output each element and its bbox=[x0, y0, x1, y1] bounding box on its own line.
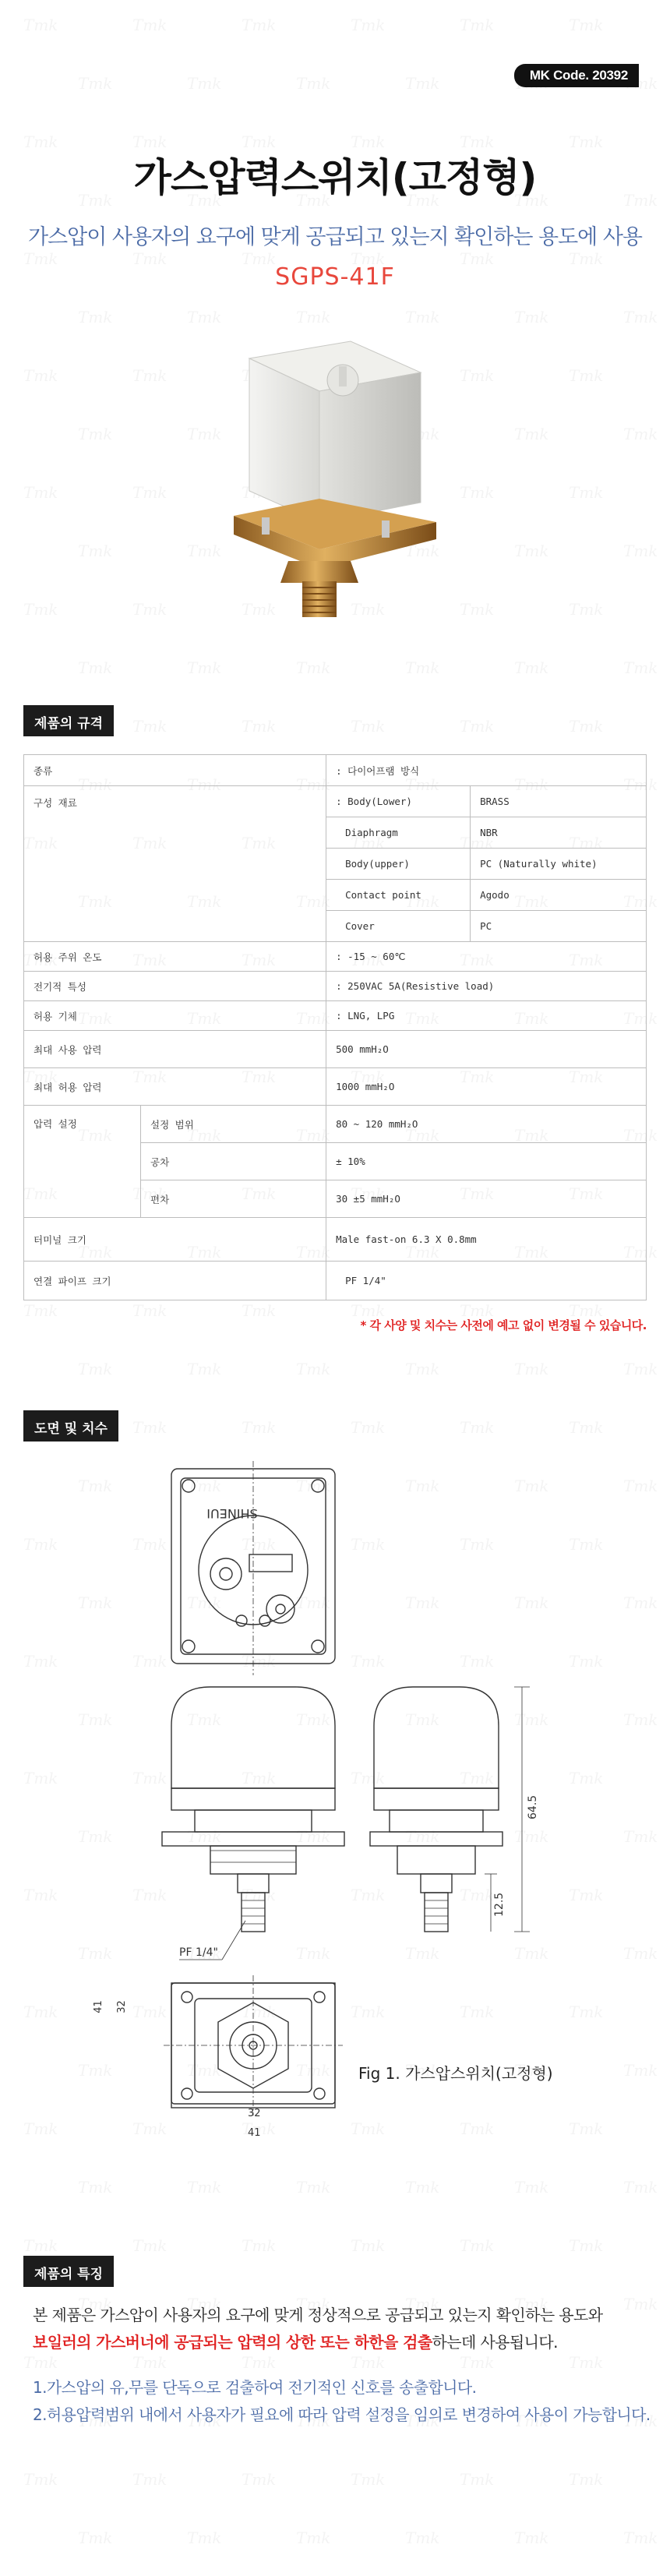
watermark-mark bbox=[187, 2528, 221, 2547]
watermark-mark bbox=[351, 1418, 385, 1437]
spec-pressure-value: 80 ~ 120 mmH₂O bbox=[326, 1106, 647, 1143]
watermark-mark bbox=[242, 717, 276, 736]
watermark-mark bbox=[351, 2353, 385, 2372]
spec-pressure-value: 30 ±5 mmH₂O bbox=[326, 1180, 647, 1218]
feature-intro-rest: 하는데 사용됩니다. bbox=[432, 2333, 558, 2352]
spec-material-label: 구성 재료 bbox=[24, 786, 326, 942]
spec-pressure-name: 공차 bbox=[141, 1143, 326, 1180]
spec-max-use-value: 500 mmH₂O bbox=[326, 1031, 647, 1068]
watermark-mark bbox=[78, 1944, 112, 1963]
spec-material-value: PC (Naturally white) bbox=[471, 849, 647, 880]
dim-height: 64.5 bbox=[527, 1794, 539, 1819]
side-view bbox=[370, 1687, 539, 1932]
watermark-mark bbox=[242, 2353, 276, 2372]
watermark-mark bbox=[132, 600, 167, 619]
watermark-mark bbox=[351, 2236, 385, 2255]
watermark-mark bbox=[623, 2295, 658, 2313]
dim-outer-horizontal: 41 bbox=[248, 2127, 261, 2139]
watermark-mark bbox=[569, 600, 603, 619]
watermark-mark bbox=[23, 1652, 58, 1671]
watermark-mark bbox=[405, 2178, 439, 2197]
watermark-mark bbox=[187, 658, 221, 677]
watermark-mark bbox=[351, 2470, 385, 2489]
watermark-mark bbox=[78, 2178, 112, 2197]
dim-stem: 12.5 bbox=[493, 1892, 506, 1917]
spec-max-allow-value: 1000 mmH₂O bbox=[326, 1068, 647, 1106]
spec-material-part: Contact point bbox=[326, 880, 471, 911]
front-view bbox=[162, 1687, 344, 1932]
watermark-mark bbox=[623, 1710, 658, 1729]
spec-material-part: Body(upper) bbox=[326, 849, 471, 880]
spec-pipe-value: PF 1/4" bbox=[326, 1262, 647, 1300]
feature-highlight: 보일러의 가스버너에 공급되는 압력의 상한 또는 하한을 검출 bbox=[33, 2333, 432, 2352]
spec-elec-label: 전기적 특성 bbox=[24, 972, 326, 1001]
watermark-mark bbox=[242, 1301, 276, 1320]
spec-pressure-name: 편차 bbox=[141, 1180, 326, 1218]
watermark-mark bbox=[623, 2178, 658, 2197]
watermark-mark bbox=[78, 2061, 112, 2080]
watermark-mark bbox=[514, 425, 548, 443]
watermark-mark bbox=[78, 1477, 112, 1495]
watermark-mark bbox=[623, 1827, 658, 1846]
section-spec-header: 제품의 규격 bbox=[23, 705, 114, 736]
top-view bbox=[171, 1461, 335, 1675]
watermark-mark bbox=[405, 1360, 439, 1378]
spec-type-value: : 다이어프램 방식 bbox=[326, 755, 647, 786]
watermark-mark bbox=[351, 717, 385, 736]
bottom-view bbox=[164, 1975, 343, 2115]
watermark-mark bbox=[460, 2236, 494, 2255]
watermark-mark bbox=[296, 2528, 330, 2547]
watermark-mark bbox=[623, 542, 658, 560]
watermark-mark bbox=[296, 74, 330, 93]
watermark-mark bbox=[187, 1360, 221, 1378]
watermark-mark bbox=[460, 16, 494, 34]
watermark-mark bbox=[623, 658, 658, 677]
watermark-mark bbox=[569, 1418, 603, 1437]
spec-pressure-value: ± 10% bbox=[326, 1143, 647, 1180]
dim-outer-vertical: 41 bbox=[92, 2000, 104, 2013]
watermark-mark bbox=[78, 2528, 112, 2547]
watermark-mark bbox=[78, 1827, 112, 1846]
page-title: 가스압력스위치(고정형) bbox=[133, 155, 537, 200]
watermark-mark bbox=[187, 308, 221, 326]
watermark-mark bbox=[23, 600, 58, 619]
spec-table bbox=[23, 754, 647, 1300]
spec-temp-value: : -15 ~ 60℃ bbox=[326, 942, 647, 972]
watermark-mark bbox=[569, 2003, 603, 2021]
watermark-mark bbox=[351, 16, 385, 34]
spec-material-value: Agodo bbox=[471, 880, 647, 911]
spec-pressure-label: 압력 설정 bbox=[24, 1106, 141, 1218]
watermark-mark bbox=[569, 2119, 603, 2138]
spec-elec-value: : 250VAC 5A(Resistive load) bbox=[326, 972, 647, 1001]
spec-material-part: Cover bbox=[326, 911, 471, 942]
feature-intro: 본 제품은 가스압이 사용자의 요구에 맞게 정상적으로 공급되고 있는지 확인하는 용도와 bbox=[33, 2306, 603, 2324]
spec-change-note: * 각 사양 및 치수는 사전에 예고 없이 변경될 수 있습니다. bbox=[360, 1318, 647, 1332]
spec-material-value: PC bbox=[471, 911, 647, 942]
watermark-mark bbox=[569, 366, 603, 385]
watermark-mark bbox=[296, 2178, 330, 2197]
watermark-mark bbox=[569, 2353, 603, 2372]
spec-pipe-label: 연결 파이프 크기 bbox=[24, 1262, 326, 1300]
watermark-mark bbox=[296, 1360, 330, 1378]
watermark-mark bbox=[623, 1593, 658, 1612]
figure-caption: Fig 1. 가스압스위치(고정형) bbox=[358, 2064, 553, 2083]
watermark-mark bbox=[23, 1535, 58, 1554]
watermark-mark bbox=[78, 1593, 112, 1612]
watermark-mark bbox=[569, 483, 603, 502]
watermark-mark bbox=[569, 717, 603, 736]
watermark-mark bbox=[23, 16, 58, 34]
watermark-mark bbox=[569, 1886, 603, 1904]
watermark-mark bbox=[514, 542, 548, 560]
spec-gas-value: : LNG, LPG bbox=[326, 1001, 647, 1031]
spec-type-label: 종류 bbox=[24, 755, 326, 786]
watermark-mark bbox=[460, 2353, 494, 2372]
spec-terminal-label: 터미널 크기 bbox=[24, 1218, 326, 1262]
watermark-mark bbox=[460, 717, 494, 736]
watermark-mark bbox=[623, 1477, 658, 1495]
watermark-mark bbox=[514, 2178, 548, 2197]
watermark-mark bbox=[132, 1418, 167, 1437]
spec-pressure-name: 설정 범위 bbox=[141, 1106, 326, 1143]
feature-intro-line2 bbox=[33, 2330, 558, 2352]
watermark-mark bbox=[405, 308, 439, 326]
watermark-mark bbox=[132, 2470, 167, 2489]
watermark-mark bbox=[132, 366, 167, 385]
watermark-mark bbox=[242, 1418, 276, 1437]
spec-material-part: Diaphragm bbox=[326, 817, 471, 849]
watermark-mark bbox=[23, 2236, 58, 2255]
watermark-mark bbox=[460, 2470, 494, 2489]
section-drawing-header: 도면 및 치수 bbox=[23, 1410, 118, 1442]
watermark-mark bbox=[514, 308, 548, 326]
watermark-mark bbox=[569, 1769, 603, 1787]
watermark-mark bbox=[78, 74, 112, 93]
watermark-mark bbox=[405, 2528, 439, 2547]
drawing-brand: SHINEUI bbox=[206, 1506, 258, 1521]
watermark-mark bbox=[132, 717, 167, 736]
watermark-mark bbox=[78, 658, 112, 677]
section-features-header: 제품의 특징 bbox=[23, 2256, 114, 2287]
watermark-mark bbox=[623, 425, 658, 443]
watermark-mark bbox=[460, 1418, 494, 1437]
spec-material-value: BRASS bbox=[471, 786, 647, 817]
watermark-mark bbox=[514, 1360, 548, 1378]
watermark-mark bbox=[78, 425, 112, 443]
watermark-mark bbox=[514, 2528, 548, 2547]
watermark-mark bbox=[623, 2061, 658, 2080]
watermark-mark bbox=[23, 366, 58, 385]
watermark-mark bbox=[132, 2353, 167, 2372]
watermark-mark bbox=[296, 658, 330, 677]
watermark-mark bbox=[405, 658, 439, 677]
spec-material-value: NBR bbox=[471, 817, 647, 849]
model-number: SGPS-41F bbox=[275, 263, 395, 291]
watermark-mark bbox=[623, 1360, 658, 1378]
technical-drawing bbox=[148, 1453, 561, 2123]
feature-item-1: 1.가스압의 유,무를 단독으로 검출하여 전기적인 신호를 송출합니다. bbox=[33, 2378, 477, 2397]
watermark-mark bbox=[23, 2003, 58, 2021]
watermark-mark bbox=[23, 2119, 58, 2138]
watermark-mark bbox=[623, 1944, 658, 1963]
watermark-mark bbox=[23, 1769, 58, 1787]
watermark-mark bbox=[78, 308, 112, 326]
watermark-mark bbox=[78, 1360, 112, 1378]
dim-inner-horizontal: 32 bbox=[248, 2108, 261, 2119]
spec-terminal-value: Male fast-on 6.3 X 0.8mm bbox=[326, 1218, 647, 1262]
watermark-mark bbox=[569, 2236, 603, 2255]
watermark-mark bbox=[187, 74, 221, 93]
watermark-mark bbox=[242, 2236, 276, 2255]
watermark-mark bbox=[23, 1886, 58, 1904]
watermark-mark bbox=[23, 1301, 58, 1320]
spec-max-use-label: 최대 사용 압력 bbox=[24, 1031, 326, 1068]
product-image bbox=[187, 335, 475, 623]
spec-max-allow-label: 최대 허용 압력 bbox=[24, 1068, 326, 1106]
pf-label: PF 1/4" bbox=[179, 1946, 218, 1959]
watermark-mark bbox=[23, 2470, 58, 2489]
watermark-mark bbox=[623, 2528, 658, 2547]
spec-gas-label: 허용 기체 bbox=[24, 1001, 326, 1031]
watermark-mark bbox=[569, 2470, 603, 2489]
watermark-mark bbox=[132, 16, 167, 34]
watermark-mark bbox=[23, 2353, 58, 2372]
watermark-mark bbox=[132, 1301, 167, 1320]
dim-inner-vertical: 32 bbox=[115, 2000, 128, 2013]
watermark-mark bbox=[569, 1535, 603, 1554]
spec-material-part: : Body(Lower) bbox=[326, 786, 471, 817]
watermark-mark bbox=[569, 1652, 603, 1671]
watermark-mark bbox=[23, 483, 58, 502]
watermark-mark bbox=[78, 542, 112, 560]
watermark-mark bbox=[296, 308, 330, 326]
spec-temp-label: 허용 주위 온도 bbox=[24, 942, 326, 972]
watermark-mark bbox=[132, 2236, 167, 2255]
mk-code-badge: MK Code. 20392 bbox=[514, 64, 639, 87]
page-subtitle: 가스압이 사용자의 요구에 맞게 공급되고 있는지 확인하는 용도에 사용 bbox=[27, 225, 643, 249]
watermark-mark bbox=[623, 308, 658, 326]
watermark-mark bbox=[569, 16, 603, 34]
watermark-mark bbox=[514, 658, 548, 677]
watermark-mark bbox=[187, 2178, 221, 2197]
feature-item-2: 2.허용압력범위 내에서 사용자가 필요에 따라 압력 설정을 임의로 변경하여 사용이 가능합니다. bbox=[33, 2405, 651, 2424]
watermark-mark bbox=[132, 483, 167, 502]
watermark-mark bbox=[78, 1710, 112, 1729]
watermark-mark bbox=[405, 74, 439, 93]
watermark-mark bbox=[242, 2470, 276, 2489]
watermark-mark bbox=[242, 16, 276, 34]
